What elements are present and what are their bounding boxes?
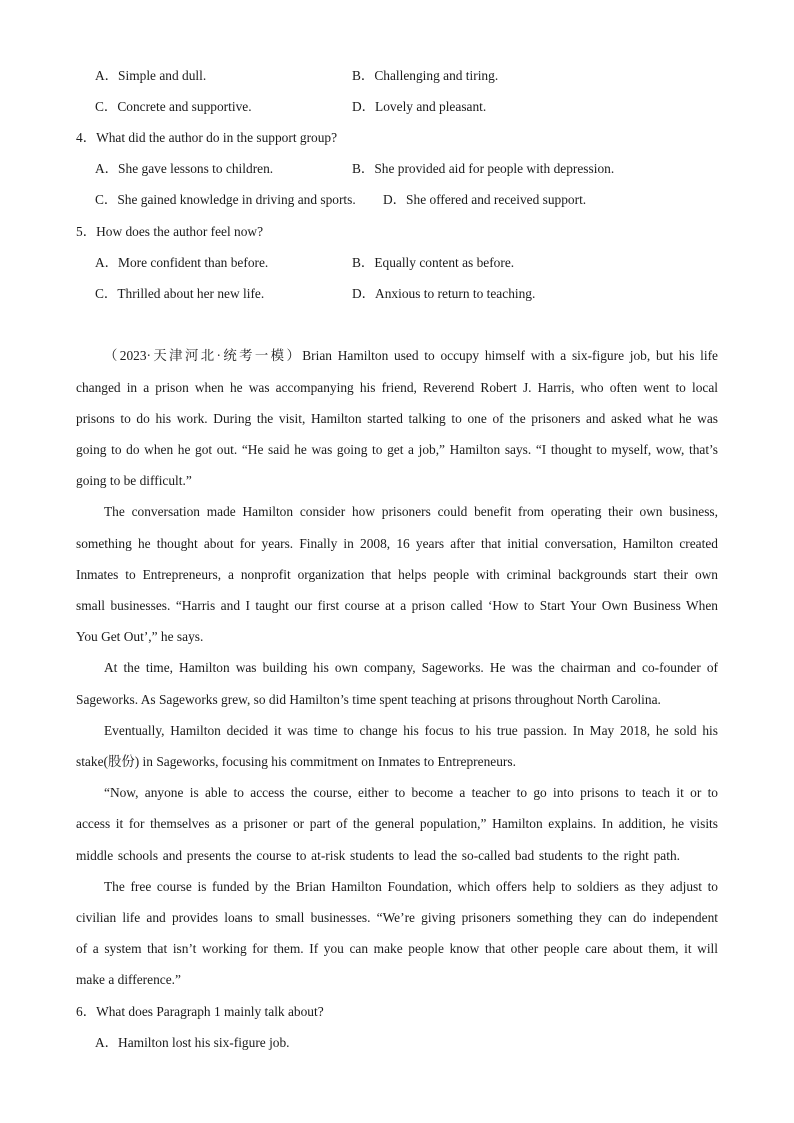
- q5-option-b: B．Equally content as before.: [352, 255, 515, 270]
- q3-option-d: D．Lovely and pleasant.: [352, 99, 487, 114]
- q4-option-c: C．She gained knowledge in driving and sports.: [95, 192, 356, 207]
- passage-p1-line: changed in a prison when he was accompanying his friend, Reverend Robert J. Harris, who often went to local: [76, 380, 718, 395]
- q6-option-a: A．Hamilton lost his six-figure job.: [95, 1035, 290, 1050]
- q4-option-d: D．She offered and received support.: [383, 192, 587, 207]
- q3-option-c: C．Concrete and supportive.: [95, 99, 252, 114]
- passage-p4-line: Eventually, Hamilton decided it was time to change his focus to his true passion. In May 2018, he sold his: [104, 723, 718, 738]
- passage-p5-line: middle schools and presents the course to at-risk students to lead the so-called bad students to the right path.: [76, 848, 680, 863]
- q4-question: 4．What did the author do in the support group?: [76, 130, 338, 145]
- passage-p2-line: something he thought about for years. Finally in 2008, 16 years after that initial conversation, Hamilton created: [76, 536, 718, 551]
- q5-question: 5．How does the author feel now?: [76, 224, 264, 239]
- passage-p1-line: prisons to do his work. During the visit, Hamilton started talking to one of the prisoners and asked what he was: [76, 411, 718, 426]
- passage-p1-line: （2023·天津河北·统考一模）Brian Hamilton used to occupy himself with a six-figure job, but his life: [104, 348, 718, 363]
- passage-p2-line: Inmates to Entrepreneurs, a nonprofit organization that helps people with criminal backgrounds start their own: [76, 567, 718, 582]
- passage-p5-line: access it for themselves as a prisoner or part of the general population,” Hamilton explains. In addition, he visits: [76, 816, 718, 831]
- q3-option-b: B．Challenging and tiring.: [352, 68, 499, 83]
- passage-p6-line: of a system that isn’t working for them. If you can make people know that other people care about them, it will: [76, 941, 718, 956]
- passage-p2-line: The conversation made Hamilton consider how prisoners could benefit from operating their own business,: [104, 504, 718, 519]
- passage-p1-line: going to be difficult.”: [76, 473, 192, 488]
- q3-option-a: A．Simple and dull.: [95, 68, 207, 83]
- q4-option-b: B．She provided aid for people with depression.: [352, 161, 615, 176]
- passage-p6-line: make a difference.”: [76, 972, 181, 987]
- passage-p1-line: going to do when he got out. “He said he was going to get a job,” Hamilton says. “I thought to myself, wow, that’s: [76, 442, 718, 457]
- q6-question: 6．What does Paragraph 1 mainly talk about?: [76, 1004, 324, 1019]
- passage-p6-line: civilian life and provides loans to small businesses. “We’re giving prisoners something they can do independent: [76, 910, 718, 925]
- passage-p6-line: The free course is funded by the Brian Hamilton Foundation, which offers help to soldiers as they adjust to: [104, 879, 718, 894]
- passage-p5-line: “Now, anyone is able to access the course, either to become a teacher to go into prisons to teach it or to: [104, 785, 718, 800]
- passage-p3-line: Sageworks. As Sageworks grew, so did Hamilton’s time spent teaching at prisons throughout North Carolina.: [76, 692, 661, 707]
- passage-p4-line: stake(股份) in Sageworks, focusing his commitment on Inmates to Entrepreneurs.: [76, 754, 516, 769]
- q5-option-a: A．More confident than before.: [95, 255, 269, 270]
- q4-option-a: A．She gave lessons to children.: [95, 161, 274, 176]
- passage-p2-line: small businesses. “Harris and I taught our first course at a prison called ‘How to Start Your Own Business When: [76, 598, 718, 613]
- q5-option-c: C．Thrilled about her new life.: [95, 286, 265, 301]
- passage-p2-line: You Get Out’,” he says.: [76, 629, 204, 644]
- q5-option-d: D．Anxious to return to teaching.: [352, 286, 536, 301]
- passage-p3-line: At the time, Hamilton was building his own company, Sageworks. He was the chairman and co-founder of: [104, 660, 718, 675]
